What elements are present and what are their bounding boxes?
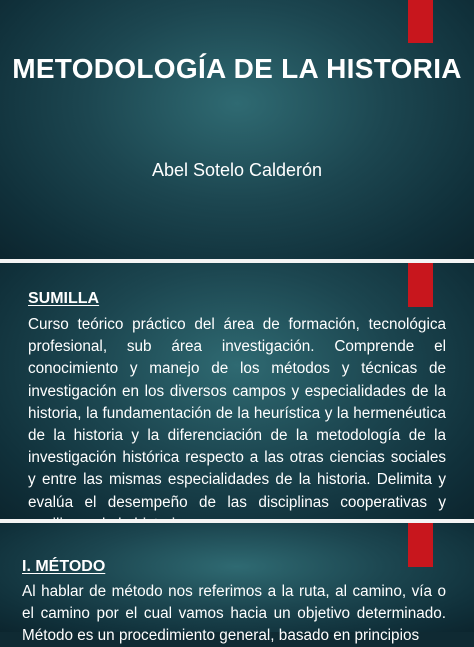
accent-bar	[408, 0, 433, 43]
slide-title	[0, 0, 474, 259]
slide-sumilla	[0, 263, 474, 519]
section-heading: I. MÉTODO	[22, 558, 106, 575]
section-body: Al hablar de método nos referimos a la ruta, al camino, vía o el camino por el cual vamos hacia un objetivo determinado. Método es un procedimiento general, basado en principios	[22, 583, 446, 644]
accent-bar	[408, 263, 433, 307]
slide-metodo	[0, 523, 474, 644]
slide-author: Abel Sotelo Calderón	[151, 160, 323, 180]
accent-bar	[408, 523, 433, 567]
section-heading: SUMILLA	[28, 290, 100, 307]
section-body: Curso teórico práctico del área de formación, tecnológica profesional, sub área investigación. Comprende el conocimiento y manejo de los métodos y técnicas de investigación en los diversos campos y especialidades de la historia, la fundamentación de la heurística y la hermenéutica de la historia y la diferenciación de la metodología de la investigación histórica respecto a las otras ciencias sociales y entre las mismas especialidades de la historia. Delimita y evalúa el desempeño de las disciplinas cooperativas y	[28, 316, 446, 511]
slide-title-text: METODOLOGÍA DE LA HISTORIA	[12, 53, 462, 84]
